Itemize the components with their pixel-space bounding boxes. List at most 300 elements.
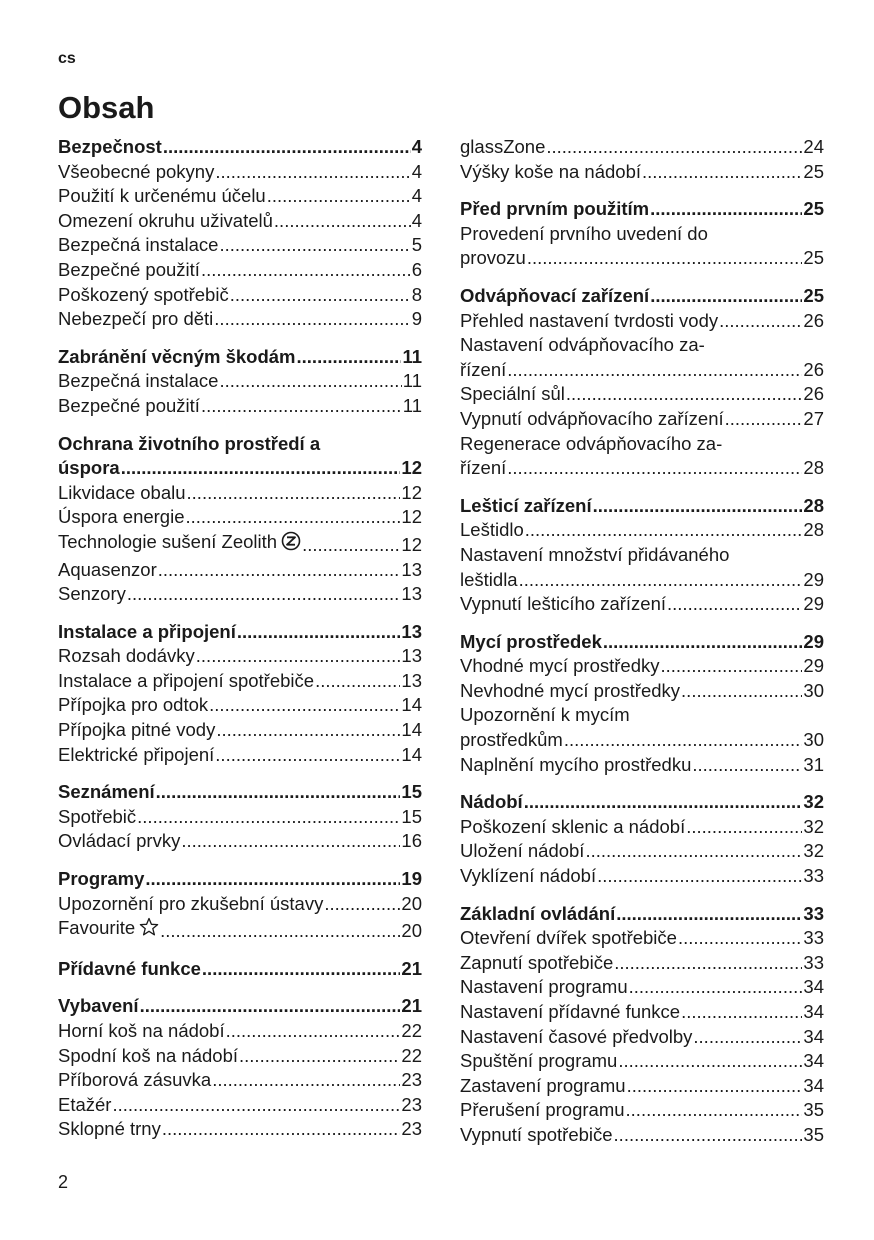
toc-entry-label: Použití k určenému účelu [58, 185, 266, 207]
toc-entry-label: řízení [460, 457, 507, 479]
toc-leader-dots [212, 1068, 400, 1093]
language-code: cs [58, 50, 76, 67]
toc-page-number: 27 [803, 407, 824, 429]
toc-entry-label: Bezpečná instalace [58, 234, 219, 256]
toc-section [58, 994, 422, 1142]
toc-leader-dots [597, 864, 802, 889]
toc-page-number: 26 [803, 383, 824, 405]
toc-entry-label: prostředkům [460, 729, 563, 751]
toc-leader-dots [158, 558, 401, 583]
toc-entry-label: Poškození sklenic a nádobí [460, 815, 686, 837]
toc-leader-dots [187, 481, 401, 506]
toc-leader-dots [163, 135, 411, 160]
toc-entry-label: leštidla [460, 568, 518, 590]
toc-entry-label: Elektrické připojení [58, 743, 215, 765]
toc-page-number: 34 [803, 1050, 824, 1072]
toc-entry[interactable] [460, 309, 824, 334]
toc-entry-label: Vypnutí spotřebiče [460, 1123, 613, 1145]
toc-heading[interactable] [58, 135, 422, 160]
toc-leader-dots [629, 975, 803, 1000]
toc-page-number: 19 [401, 868, 422, 890]
toc-entry-label: Ovládací prvky [58, 830, 181, 852]
toc-entry-label: Bezpečná instalace [58, 370, 219, 392]
toc-entry[interactable] [58, 307, 422, 332]
toc-entry-label: Odvápňovací zařízení [460, 284, 650, 306]
toc-heading[interactable] [460, 494, 824, 519]
toc-entry-label: Nastavení časové předvolby [460, 1025, 693, 1047]
toc-leader-dots [507, 358, 802, 383]
toc-entry[interactable] [58, 1068, 422, 1093]
toc-leader-dots [627, 1074, 803, 1099]
toc-heading[interactable] [58, 867, 422, 892]
toc-entry-label-start: Ochrana životního prostředí a [58, 432, 321, 454]
toc-entry-label: Vypnutí odvápňovacího zařízení [460, 407, 724, 429]
toc-page-number: 28 [803, 457, 824, 479]
toc-entry-label: Upozornění pro zkušební ústavy [58, 892, 324, 914]
toc-page-number: 23 [401, 1118, 422, 1140]
toc-leader-dots [618, 1049, 802, 1074]
toc-page-number: 21 [401, 995, 422, 1017]
toc-leader-dots [667, 592, 802, 617]
toc-entry[interactable] [460, 728, 824, 753]
toc-leader-dots [127, 582, 401, 607]
toc-entry[interactable] [460, 382, 824, 407]
toc-leader-dots [507, 456, 802, 481]
toc-heading[interactable] [460, 197, 824, 222]
toc-entry[interactable] [58, 530, 422, 558]
toc-entry[interactable] [58, 669, 422, 694]
toc-entry-label: Uložení nádobí [460, 840, 585, 862]
toc-leader-dots [239, 1044, 400, 1069]
toc-leader-dots [642, 160, 802, 185]
toc-entry[interactable] [58, 1044, 422, 1069]
toc-entry-label: Základní ovládání [460, 902, 616, 924]
toc-leader-dots [201, 394, 402, 419]
toc-entry[interactable] [460, 679, 824, 704]
toc-leader-dots [219, 369, 401, 394]
toc-leader-dots [237, 620, 401, 645]
toc-page-number: 20 [401, 920, 422, 942]
toc-section [58, 432, 422, 607]
toc-leader-dots [725, 407, 803, 432]
toc-entry[interactable] [58, 718, 422, 743]
toc-entry-label: Poškozený spotřebič [58, 283, 229, 305]
toc-leader-dots [681, 1000, 802, 1025]
toc-page-number: 24 [803, 136, 824, 157]
toc-entry-label: Spodní koš na nádobí [58, 1044, 239, 1066]
toc-page-number: 33 [803, 927, 824, 949]
toc-entry[interactable] [460, 358, 824, 383]
toc-leader-dots [209, 693, 400, 718]
toc-entry-label: Vhodné mycí prostředky [460, 655, 660, 677]
toc-entry-label-start: Provedení prvního uvedení do [460, 222, 708, 244]
toc-entry-label: Zapnutí spotřebiče [460, 951, 614, 973]
toc-page-number: 15 [401, 805, 422, 827]
toc-page-number: 11 [402, 370, 422, 392]
toc-section [58, 957, 422, 982]
toc-page-number: 22 [401, 1044, 422, 1066]
toc-page-number: 12 [401, 457, 422, 479]
toc-entry-label: Bezpečné použití [58, 394, 200, 416]
toc-page-number: 13 [401, 620, 422, 642]
toc-entry[interactable] [58, 1019, 422, 1044]
toc-entry-label-start: Upozornění k mycím [460, 704, 630, 726]
toc-page-number: 32 [803, 840, 824, 862]
toc-page-number: 26 [803, 358, 824, 380]
toc-page-number: 23 [401, 1069, 422, 1091]
toc-entry-label: glassZone [460, 136, 546, 157]
toc-entry[interactable] [460, 1049, 824, 1074]
toc-page-number: 34 [803, 976, 824, 998]
toc-entry-label: Zastavení programu [460, 1074, 626, 1096]
toc-leader-dots [315, 669, 400, 694]
toc-page-number: 32 [803, 815, 824, 837]
toc-page-number: 6 [411, 258, 422, 280]
toc-page-number: 11 [402, 345, 422, 367]
toc-entry[interactable] [58, 209, 422, 234]
page-title: Obsah [58, 90, 155, 125]
toc-entry[interactable] [58, 505, 422, 530]
toc-page-number: 8 [411, 283, 422, 305]
toc-section [460, 135, 824, 184]
toc-page-number: 29 [803, 630, 824, 652]
toc-entry-label-start: Nastavení odvápňovacího za- [460, 334, 705, 356]
toc-entry-label: Výšky koše na nádobí [460, 160, 641, 182]
toc-page-number: 12 [401, 533, 422, 555]
toc-entry-label: Technologie sušení Zeolith [58, 530, 301, 558]
toc-leader-dots [219, 233, 410, 258]
toc-page-number: 34 [803, 1025, 824, 1047]
toc-heading[interactable] [58, 345, 422, 370]
toc-entry-label: Příborová zásuvka [58, 1069, 212, 1091]
toc-entry-label: Nádobí [460, 791, 523, 813]
toc-leader-dots [564, 728, 803, 753]
toc-entry-label: Všeobecné pokyny [58, 160, 215, 182]
toc-entry[interactable] [58, 160, 422, 185]
toc-entry-label: Přehled nastavení tvrdosti vody [460, 309, 719, 331]
toc-entry-line [460, 543, 824, 568]
toc-section [460, 630, 824, 778]
toc-entry[interactable] [460, 1025, 824, 1050]
toc-leader-dots [181, 829, 400, 854]
toc-entry[interactable] [58, 892, 422, 917]
toc-entry[interactable] [460, 951, 824, 976]
toc-entry[interactable] [460, 753, 824, 778]
toc-entry[interactable] [460, 864, 824, 889]
toc-page-number: 30 [803, 679, 824, 701]
toc-leader-dots [692, 753, 802, 778]
toc-entry-line [460, 333, 824, 358]
toc-page-number: 11 [402, 394, 422, 416]
toc-page-number: 34 [803, 1001, 824, 1022]
toc-leader-dots [324, 892, 400, 917]
toc-entry[interactable] [58, 1093, 422, 1118]
toc-entry[interactable] [58, 743, 422, 768]
toc-entry[interactable] [460, 135, 824, 160]
toc-leader-dots [593, 494, 803, 519]
toc-leader-dots [216, 718, 400, 743]
toc-leader-dots [527, 246, 803, 271]
toc-entry[interactable] [460, 926, 824, 951]
toc-leader-dots [719, 309, 802, 334]
toc-leader-dots [215, 160, 410, 185]
toc-entry-label: Bezpečné použití [58, 258, 200, 280]
toc-entry[interactable] [460, 815, 824, 840]
toc-entry-label: Otevření dvířek spotřebiče [460, 927, 677, 949]
toc-section [460, 197, 824, 271]
toc-leader-dots [160, 919, 400, 944]
toc-page-number: 14 [401, 694, 422, 716]
toc-leader-dots [215, 743, 400, 768]
toc-entry[interactable] [58, 916, 422, 944]
toc-page-number: 13 [401, 645, 422, 667]
toc-leader-dots [121, 456, 401, 481]
toc-leader-dots [202, 957, 401, 982]
toc-leader-dots [524, 790, 803, 815]
toc-entry-label: Vybavení [58, 995, 139, 1017]
toc-entry[interactable] [58, 481, 422, 506]
toc-page-number: 23 [401, 1093, 422, 1115]
toc-entry-label: Mycí prostředek [460, 630, 602, 652]
toc-page-number: 33 [803, 902, 824, 924]
toc-column-right [460, 135, 824, 1161]
toc-entry-label: Seznámení [58, 781, 155, 803]
toc-entry-label: Etažér [58, 1093, 112, 1115]
toc-entry[interactable] [460, 975, 824, 1000]
toc-leader-dots [297, 345, 402, 370]
toc-page-number: 15 [401, 781, 422, 803]
toc-entry-label: Likvidace obalu [58, 481, 186, 503]
toc-leader-dots [585, 839, 802, 864]
toc-entry[interactable] [58, 394, 422, 419]
toc-entry[interactable] [460, 407, 824, 432]
toc-entry[interactable] [58, 1117, 422, 1142]
toc-section [460, 902, 824, 1148]
toc-page-number: 13 [401, 583, 422, 605]
toc-leader-dots [112, 1093, 400, 1118]
toc-entry-label: Nastavení přídavné funkce [460, 1001, 681, 1022]
toc-entry-label: Rozsah dodávky [58, 645, 195, 667]
toc-page-number: 30 [803, 729, 824, 751]
toc-leader-dots [566, 382, 803, 407]
toc-leader-dots [302, 533, 400, 558]
toc-entry-label: Instalace a připojení spotřebiče [58, 669, 315, 691]
toc-entry-label: Nevhodné mycí prostředky [460, 679, 681, 701]
toc-page-number: 5 [411, 234, 422, 256]
toc-entry-label: úspora [58, 457, 120, 479]
toc-entry[interactable] [58, 805, 422, 830]
toc-page-number: 13 [401, 558, 422, 580]
toc-entry[interactable] [460, 592, 824, 617]
toc-entry-label: Bezpečnost [58, 136, 162, 157]
toc-entry-label-start: Regenerace odvápňovacího za- [460, 432, 723, 454]
toc-page-number: 25 [803, 160, 824, 182]
toc-page-number: 14 [401, 719, 422, 741]
toc-entry[interactable] [58, 283, 422, 308]
toc-entry[interactable] [58, 233, 422, 258]
toc-leader-dots [162, 1117, 401, 1142]
toc-entry[interactable] [58, 558, 422, 583]
toc-entry[interactable] [58, 258, 422, 283]
toc-page-number: 16 [401, 830, 422, 852]
toc-entry-label: Favourite [58, 916, 159, 944]
toc-entry-label: Programy [58, 868, 145, 890]
toc-page-number: 28 [803, 494, 824, 516]
toc-entry[interactable] [460, 1123, 824, 1148]
toc-heading[interactable] [58, 957, 422, 982]
toc-page-number: 4 [411, 185, 422, 207]
toc-leader-dots [693, 1025, 802, 1050]
toc-heading[interactable] [58, 994, 422, 1019]
toc-page-number: 29 [803, 568, 824, 590]
toc-page-number: 13 [401, 669, 422, 691]
toc-heading[interactable] [460, 902, 824, 927]
toc-entry-line [460, 703, 824, 728]
toc-heading[interactable] [460, 284, 824, 309]
toc-entry[interactable] [460, 246, 824, 271]
toc-entry-label: provozu [460, 247, 526, 269]
toc-page-number: 4 [411, 209, 422, 231]
toc-entry[interactable] [460, 1074, 824, 1099]
toc-entry-label: Přípojka pro odtok [58, 694, 209, 716]
toc-leader-dots [274, 209, 411, 234]
toc-entry[interactable] [58, 829, 422, 854]
toc-page-number: 20 [401, 892, 422, 914]
toc-entry[interactable] [460, 160, 824, 185]
toc-leader-dots [230, 283, 411, 308]
toc-entry[interactable] [460, 839, 824, 864]
page-number: 2 [58, 1172, 69, 1192]
toc-entry-label: řízení [460, 358, 507, 380]
toc-entry-label: Zabránění věcným škodám [58, 345, 296, 367]
toc-leader-dots [145, 867, 400, 892]
toc-entry-label: Sklopné trny [58, 1118, 161, 1140]
toc-leader-dots [226, 1019, 401, 1044]
toc-page-number: 33 [803, 951, 824, 973]
toc-entry[interactable] [58, 693, 422, 718]
toc-entry-label: Lešticí zařízení [460, 494, 592, 516]
toc-page-number: 32 [803, 791, 824, 813]
toc-entry[interactable] [460, 456, 824, 481]
toc-entry-label: Aquasenzor [58, 558, 157, 580]
toc-page-number: 25 [803, 284, 824, 306]
toc-heading[interactable] [58, 780, 422, 805]
toc-leader-dots [140, 994, 401, 1019]
toc-leader-dots [650, 197, 802, 222]
toc-page-number: 35 [803, 1099, 824, 1121]
toc-entry-label: Úspora energie [58, 506, 185, 528]
toc-entry-label: Omezení okruhu uživatelů [58, 209, 273, 231]
toc-leader-dots [614, 951, 802, 976]
toc-page-number: 31 [803, 753, 824, 775]
toc-entry[interactable] [58, 644, 422, 669]
toc-entry-label: Přípojka pitné vody [58, 719, 216, 741]
toc-entry[interactable] [460, 518, 824, 543]
toc-leader-dots [603, 630, 803, 655]
toc-leader-dots [650, 284, 802, 309]
toc-entry[interactable] [460, 568, 824, 593]
toc-page-number: 29 [803, 593, 824, 615]
toc-column-left [58, 135, 422, 1155]
toc-entry-line [460, 432, 824, 457]
toc-page-number: 12 [401, 481, 422, 503]
toc-entry-label: Nebezpečí pro děti [58, 308, 214, 330]
toc-heading[interactable] [58, 456, 422, 481]
toc-entry[interactable] [460, 654, 824, 679]
toc-entry-label: Speciální sůl [460, 383, 565, 405]
toc-page-number: 25 [803, 198, 824, 220]
toc-entry-label: Vyklízení nádobí [460, 865, 597, 887]
toc-entry-label: Spuštění programu [460, 1050, 618, 1072]
toc-leader-dots [546, 135, 802, 160]
toc-page-number: 14 [401, 743, 422, 765]
toc-section [58, 620, 422, 768]
toc-leader-dots [525, 518, 803, 543]
toc-leader-dots [186, 505, 401, 530]
toc-leader-dots [267, 184, 411, 209]
toc-entry-label: Přídavné funkce [58, 957, 201, 979]
toc-section [58, 867, 422, 944]
toc-leader-dots [137, 805, 400, 830]
toc-leader-dots [681, 679, 802, 704]
toc-page-number: 12 [401, 506, 422, 528]
star-icon [139, 917, 159, 944]
toc-page-number: 34 [803, 1074, 824, 1096]
toc-entry-label: Spotřebič [58, 805, 137, 827]
toc-section [460, 790, 824, 888]
toc-entry-label: Před prvním použitím [460, 198, 650, 220]
toc-section [460, 494, 824, 617]
toc-section [460, 284, 824, 481]
toc-leader-dots [519, 568, 803, 593]
toc-leader-dots [616, 902, 802, 927]
toc-entry-label: Nastavení programu [460, 976, 628, 998]
toc-entry-label: Vypnutí lešticího zařízení [460, 593, 667, 615]
toc-leader-dots [686, 815, 802, 840]
toc-section [58, 135, 422, 332]
toc-leader-dots [614, 1123, 803, 1148]
toc-leader-dots [156, 780, 401, 805]
toc-page-number: 28 [803, 519, 824, 541]
toc-heading[interactable] [460, 790, 824, 815]
toc-entry[interactable] [460, 1000, 824, 1025]
toc-entry-label: Přerušení programu [460, 1099, 625, 1121]
toc-page-number: 25 [803, 247, 824, 269]
toc-entry[interactable] [58, 582, 422, 607]
toc-heading[interactable] [58, 620, 422, 645]
toc-leader-dots [660, 654, 802, 679]
zeolith-icon [281, 531, 301, 558]
toc-page-number: 35 [803, 1123, 824, 1145]
toc-entry-label-start: Nastavení množství přidávaného [460, 543, 730, 565]
toc-entry-line [58, 432, 422, 457]
toc-entry-line [460, 222, 824, 247]
toc-page-number: 26 [803, 309, 824, 331]
toc-page-number: 29 [803, 655, 824, 677]
toc-heading[interactable] [460, 630, 824, 655]
toc-page-number: 9 [411, 308, 422, 330]
toc-leader-dots [196, 644, 401, 669]
toc-entry[interactable] [58, 184, 422, 209]
toc-page-number: 4 [411, 160, 422, 182]
toc-leader-dots [678, 926, 802, 951]
toc-entry-label: Senzory [58, 583, 126, 605]
toc-entry-label: Horní koš na nádobí [58, 1020, 225, 1041]
toc-entry[interactable] [58, 369, 422, 394]
toc-entry[interactable] [460, 1098, 824, 1123]
toc-section [58, 345, 422, 419]
toc-leader-dots [214, 307, 410, 332]
